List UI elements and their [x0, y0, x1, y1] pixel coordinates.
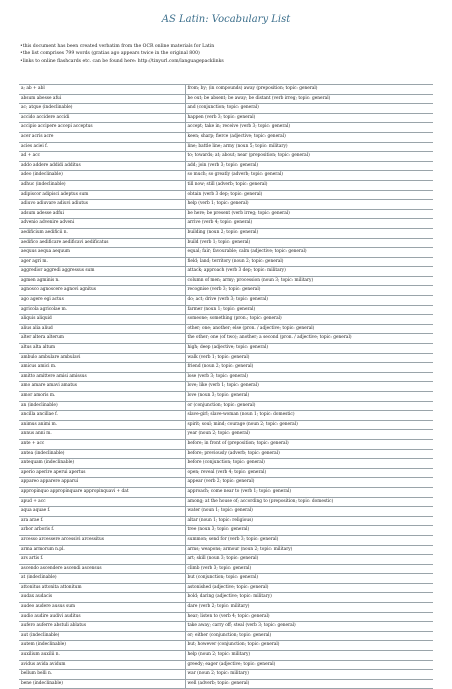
english-meaning: arrive (verb 4; topic: general)	[185, 219, 433, 229]
english-meaning: line; battle line; army (noun 5; topic: military)	[185, 142, 433, 152]
latin-term: a; ab + abl	[19, 85, 185, 95]
latin-term: at (indeclinable)	[19, 574, 185, 584]
english-meaning: equal; fair; favourable; calm (adjective; topic: general)	[185, 248, 433, 258]
table-row	[19, 526, 433, 536]
english-meaning: attack; approach (verb 3 dep; topic: military)	[185, 267, 433, 277]
latin-term: audio audire audivi auditus	[19, 612, 185, 622]
english-meaning: other; one; another; else (pron. / adjective; topic: general)	[185, 324, 433, 334]
latin-term: addo addere addidi additus	[19, 161, 185, 171]
english-meaning: approach; come near to (verb 1; topic: general)	[185, 487, 433, 497]
table-row	[19, 574, 433, 584]
latin-term: adsum adesse adfui	[19, 209, 185, 219]
english-meaning: lose (verb 3; topic: general)	[185, 372, 433, 382]
table-row	[19, 200, 433, 210]
latin-term: absum abesse afui	[19, 94, 185, 104]
table-row	[19, 190, 433, 200]
table-row	[19, 564, 433, 574]
latin-term: arcesso arcessere arcessivi arcessitus	[19, 535, 185, 545]
latin-term: avidus avida avidum	[19, 660, 185, 670]
latin-term: agricola agricolae m.	[19, 305, 185, 315]
table-row	[19, 344, 433, 354]
latin-term: amor amoris m.	[19, 392, 185, 402]
intro-note: • this document has been created verbatim from the OCR online materials for Latin	[20, 43, 224, 50]
english-meaning: obtain (verb 3 dep; topic: general)	[185, 190, 433, 200]
table-row	[19, 641, 433, 651]
intro-notes	[20, 43, 224, 65]
latin-term: adeo (indeclinable)	[19, 171, 185, 181]
latin-term: amicus amici m.	[19, 363, 185, 373]
table-row	[19, 545, 433, 555]
latin-term: ad + acc	[19, 152, 185, 162]
latin-term: audax audacis	[19, 593, 185, 603]
table-row	[19, 209, 433, 219]
table-row	[19, 660, 433, 670]
latin-term: arbor arboris f.	[19, 526, 185, 536]
latin-term: aggredior aggredi aggressus sum	[19, 267, 185, 277]
english-meaning: astonished (adjective; topic: general)	[185, 583, 433, 593]
table-row	[19, 152, 433, 162]
latin-term: autem (indeclinable)	[19, 641, 185, 651]
table-row	[19, 85, 433, 95]
table-row	[19, 631, 433, 641]
latin-term: ara arae f.	[19, 516, 185, 526]
english-meaning: take away; carry off; steal (verb 3; topic: general)	[185, 622, 433, 632]
latin-term: aut (indeclinable)	[19, 631, 185, 641]
table-row	[19, 315, 433, 325]
english-meaning: be out; be absent; be away; be distant (verb irreg; topic: general)	[185, 94, 433, 104]
table-row	[19, 161, 433, 171]
english-meaning: spirit; soul; mind; courage (noun 2; topic: general)	[185, 420, 433, 430]
latin-term: ancilla ancillae f.	[19, 411, 185, 421]
english-meaning: slave-girl; slave-woman (noun 1; topic: domestic)	[185, 411, 433, 421]
english-meaning: art; skill (noun 3; topic: general)	[185, 555, 433, 565]
english-meaning: altar (noun 1; topic: religious)	[185, 516, 433, 526]
table-row	[19, 583, 433, 593]
table-row	[19, 622, 433, 632]
english-meaning: field; land; territory (noun 2; topic: general)	[185, 257, 433, 267]
english-meaning: farmer (noun 1; topic: general)	[185, 305, 433, 315]
latin-term: appropinquo appropinquare appropinquavi + dat	[19, 487, 185, 497]
latin-term: agmen agminis n.	[19, 276, 185, 286]
latin-term: antea (indeclinable)	[19, 449, 185, 459]
english-meaning: year (noun 2; topic: general)	[185, 430, 433, 440]
english-meaning: before; in front of (preposition; topic: general)	[185, 439, 433, 449]
english-meaning: arms; weapons; armour (noun 2; topic: military)	[185, 545, 433, 555]
latin-term: altus alta altum	[19, 344, 185, 354]
table-row	[19, 497, 433, 507]
english-meaning: among; at the house of; according to (preposition; topic: domestic)	[185, 497, 433, 507]
table-row	[19, 219, 433, 229]
latin-term: ago agere egi actus	[19, 296, 185, 306]
english-meaning: to; towards; at; about; near (preposition; topic: general)	[185, 152, 433, 162]
table-row	[19, 353, 433, 363]
latin-term: amo amare amavi amatus	[19, 382, 185, 392]
english-meaning: tree (noun 3; topic: general)	[185, 526, 433, 536]
english-meaning: open; reveal (verb 4; topic: general)	[185, 468, 433, 478]
table-row	[19, 372, 433, 382]
vocabulary-table	[19, 84, 433, 689]
table-row	[19, 228, 433, 238]
latin-term: auxilium auxilii n.	[19, 651, 185, 661]
table-row	[19, 392, 433, 402]
table-row	[19, 171, 433, 181]
latin-term: audeo audere ausus sum	[19, 603, 185, 613]
english-meaning: war (noun 2; topic: military)	[185, 670, 433, 680]
latin-term: ager agri m.	[19, 257, 185, 267]
english-meaning: water (noun 1; topic: general)	[185, 507, 433, 517]
latin-term: ac; atque (indeclinable)	[19, 104, 185, 114]
english-meaning: hear; listen to (verb 4; topic: general)	[185, 612, 433, 622]
latin-term: aedifico aedificare aedificavi aedificatus	[19, 238, 185, 248]
latin-term: aufero auferre abstuli ablatus	[19, 622, 185, 632]
latin-term: aliquis aliquid	[19, 315, 185, 325]
latin-term: aequus aequa aequum	[19, 248, 185, 258]
latin-term: animus animi m.	[19, 420, 185, 430]
english-meaning: be here; be present (verb irreg; topic: general)	[185, 209, 433, 219]
table-row	[19, 439, 433, 449]
english-meaning: happen (verb 3; topic: general)	[185, 113, 433, 123]
table-row	[19, 612, 433, 622]
english-meaning: or; either (conjunction; topic: general)	[185, 631, 433, 641]
english-meaning: summon; send for (verb 3; topic: general)	[185, 535, 433, 545]
english-meaning: do; act; drive (verb 3; topic: general)	[185, 296, 433, 306]
english-meaning: help (verb 1; topic: general)	[185, 200, 433, 210]
table-row	[19, 478, 433, 488]
table-row	[19, 267, 433, 277]
latin-term: adiuvo adiuvare adiuvi adiutus	[19, 200, 185, 210]
english-meaning: before; previously (adverb; topic: general)	[185, 449, 433, 459]
english-meaning: recognise (verb 3; topic: general)	[185, 286, 433, 296]
latin-term: ambulo ambulare ambulavi	[19, 353, 185, 363]
table-row	[19, 305, 433, 315]
latin-term: acies aciei f.	[19, 142, 185, 152]
latin-term: appareo apparere apparui	[19, 478, 185, 488]
english-meaning: well (adverb; topic: general)	[185, 679, 433, 689]
latin-term: aperio aperire aperui apertus	[19, 468, 185, 478]
latin-term: acer acris acre	[19, 132, 185, 142]
latin-term: alius alia aliud	[19, 324, 185, 334]
latin-term: ars artis f.	[19, 555, 185, 565]
table-row	[19, 238, 433, 248]
table-row	[19, 459, 433, 469]
latin-term: adhuc (indeclinable)	[19, 180, 185, 190]
english-meaning: high; deep (adjective; topic: general)	[185, 344, 433, 354]
english-meaning: appear (verb 2; topic: general)	[185, 478, 433, 488]
latin-term: bellum belli n.	[19, 670, 185, 680]
english-meaning: bold; daring (adjective; topic: military)	[185, 593, 433, 603]
latin-term: annus anni m.	[19, 430, 185, 440]
latin-term: arma armorum n.pl.	[19, 545, 185, 555]
table-row	[19, 286, 433, 296]
english-meaning: accept; take in; receive (verb 3; topic: general)	[185, 123, 433, 133]
latin-term: ante + acc	[19, 439, 185, 449]
table-row	[19, 679, 433, 689]
english-meaning: climb (verb 3; topic: general)	[185, 564, 433, 574]
table-row	[19, 507, 433, 517]
latin-term: alter altera alterum	[19, 334, 185, 344]
table-row	[19, 651, 433, 661]
table-row	[19, 449, 433, 459]
latin-term: adipiscor adipisci adeptus sum	[19, 190, 185, 200]
english-meaning: till now; still (adverb; topic: general)	[185, 180, 433, 190]
english-meaning: build (verb 1; topic: general)	[185, 238, 433, 248]
table-row	[19, 430, 433, 440]
latin-term: aedificium aedificii n.	[19, 228, 185, 238]
english-meaning: and (conjunction; topic: general)	[185, 104, 433, 114]
table-row	[19, 132, 433, 142]
intro-note: • links to online flashcards etc. can be found here: http://tinyurl.com/languagepacklinks	[20, 58, 224, 65]
latin-term: ascendo ascendere ascendi ascensus	[19, 564, 185, 574]
table-row	[19, 382, 433, 392]
latin-term: advenio advenire adveni	[19, 219, 185, 229]
table-row	[19, 487, 433, 497]
table-row	[19, 593, 433, 603]
table-row	[19, 248, 433, 258]
latin-term: accipio accipere accepi acceptus	[19, 123, 185, 133]
latin-term: accido accidere accidi	[19, 113, 185, 123]
intro-note: • the list comprises 799 words (gratias ago appears twice in the original 800)	[20, 50, 224, 57]
table-row	[19, 468, 433, 478]
english-meaning: before (conjunction; topic: general)	[185, 459, 433, 469]
table-row	[19, 411, 433, 421]
table-row	[19, 670, 433, 680]
english-meaning: love (noun 3; topic: general)	[185, 392, 433, 402]
table-row	[19, 257, 433, 267]
table-row	[19, 334, 433, 344]
latin-term: apud + acc	[19, 497, 185, 507]
latin-term: amitto amittere amisi amissus	[19, 372, 185, 382]
english-meaning: from; by; (in compounds) away (preposition; topic: general)	[185, 85, 433, 95]
english-meaning: dare (verb 2; topic: military)	[185, 603, 433, 613]
latin-term: an (indeclinable)	[19, 401, 185, 411]
table-row	[19, 94, 433, 104]
latin-term: aqua aquae f.	[19, 507, 185, 517]
english-meaning: but (conjunction; topic: general)	[185, 574, 433, 584]
latin-term: antequam (indeclinable)	[19, 459, 185, 469]
english-meaning: someone; something (pron.; topic: general)	[185, 315, 433, 325]
latin-term: agnosco agnoscere agnovi agnitus	[19, 286, 185, 296]
table-row	[19, 555, 433, 565]
page-title: AS Latin: Vocabulary List	[161, 14, 291, 25]
english-meaning: the other; one (of two); another; a second (pron. / adjective; topic: general)	[185, 334, 433, 344]
table-row	[19, 603, 433, 613]
table-row	[19, 113, 433, 123]
english-meaning: column of men; army; procession (noun 3; topic: military)	[185, 276, 433, 286]
english-meaning: love; like (verb 1; topic: general)	[185, 382, 433, 392]
table-row	[19, 276, 433, 286]
table-row	[19, 180, 433, 190]
english-meaning: building (noun 2; topic: general)	[185, 228, 433, 238]
english-meaning: keen; sharp; fierce (adjective; topic: general)	[185, 132, 433, 142]
table-row	[19, 535, 433, 545]
table-row	[19, 363, 433, 373]
english-meaning: walk (verb 1; topic: general)	[185, 353, 433, 363]
latin-term: bene (indeclinable)	[19, 679, 185, 689]
table-row	[19, 401, 433, 411]
table-row	[19, 296, 433, 306]
english-meaning: or (conjunction; topic: general)	[185, 401, 433, 411]
table-row	[19, 104, 433, 114]
vocabulary-body	[19, 85, 433, 689]
table-row	[19, 324, 433, 334]
english-meaning: friend (noun 2; topic: general)	[185, 363, 433, 373]
table-row	[19, 123, 433, 133]
table-row	[19, 142, 433, 152]
table-row	[19, 420, 433, 430]
table-row	[19, 516, 433, 526]
english-meaning: add; join (verb 3; topic: general)	[185, 161, 433, 171]
english-meaning: greedy; eager (adjective; topic: general)	[185, 660, 433, 670]
english-meaning: so much; so greatly (adverb; topic: general)	[185, 171, 433, 181]
english-meaning: but; however (conjunction; topic: general)	[185, 641, 433, 651]
latin-term: attonitus attonita attonitum	[19, 583, 185, 593]
english-meaning: help (noun 2; topic: military)	[185, 651, 433, 661]
